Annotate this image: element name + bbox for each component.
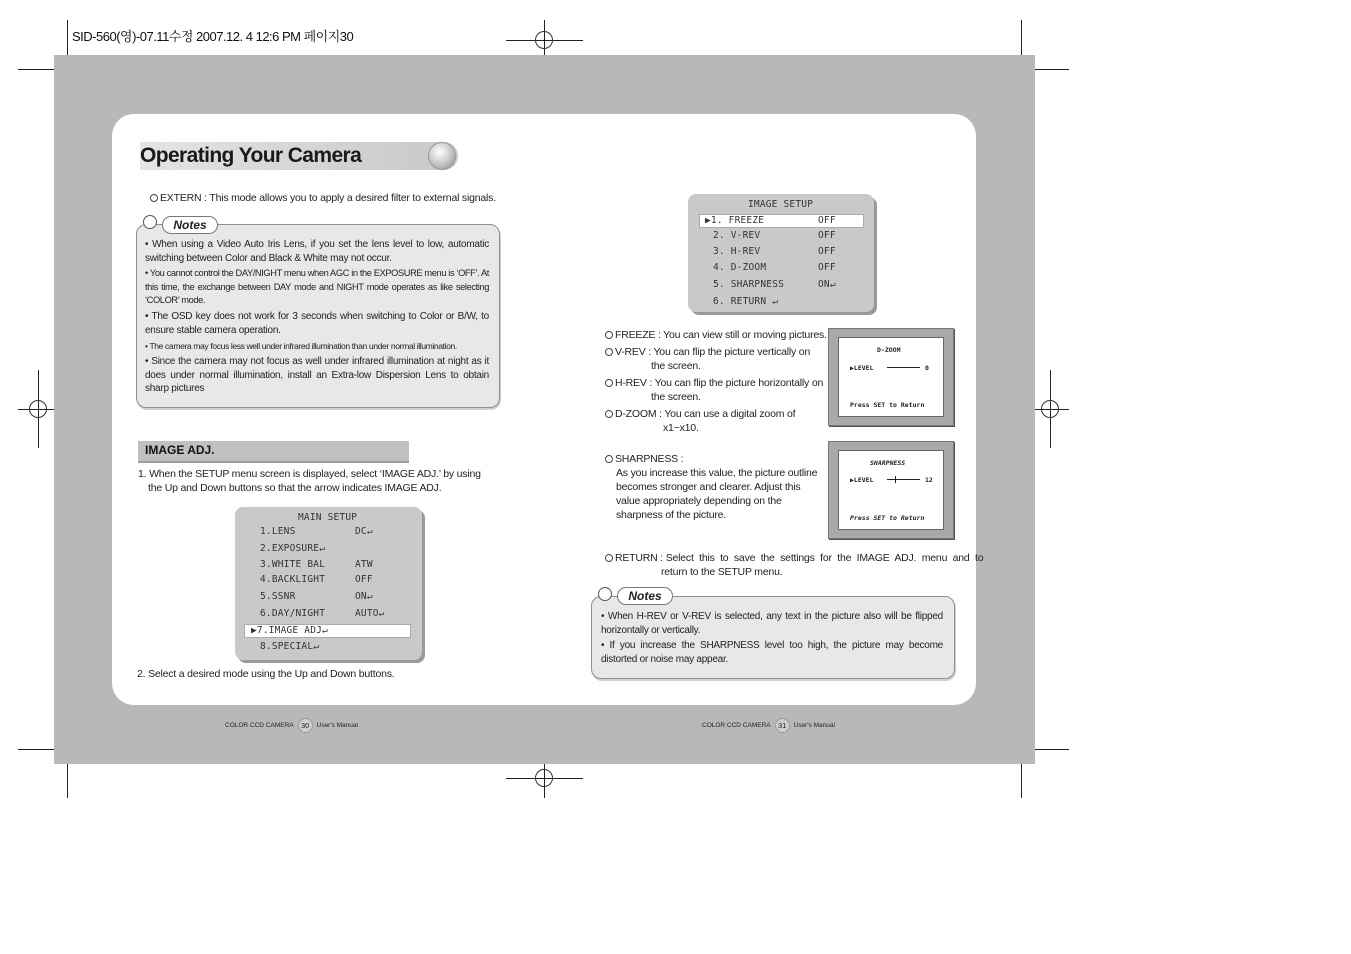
osd-item: 4.BACKLIGHT: [260, 574, 326, 585]
page-number: 30: [298, 718, 313, 733]
note-item: • The OSD key does not work for 3 seconds when switching to Color or B/W, to ensure stable camera operation.: [145, 311, 489, 336]
osd-item: 3.WHITE BAL: [260, 559, 326, 570]
osd-value: OFF: [818, 246, 836, 257]
hrev-text: [605, 376, 823, 390]
footer-left: [225, 718, 358, 733]
osd-value: AUTO↵: [355, 608, 385, 619]
notes-box-right: [591, 596, 955, 679]
osd-value: OFF: [355, 574, 373, 585]
freeze-text: [605, 328, 827, 342]
dzoom-description: D-ZOOM : You can use a digital zoom of: [615, 408, 796, 420]
bullet-icon: [150, 194, 158, 202]
monitor-level-label: ▶LEVEL: [850, 476, 874, 484]
osd-item: 6. RETURN ↵: [713, 296, 779, 307]
section-title: IMAGE ADJ.: [145, 443, 215, 457]
monitor-screen: [838, 450, 944, 530]
note-item: • Since the camera may not focus as well under infrared illumination at night as it does under normal illumination, install an Extra-low Dispersion Lens to obtain sharp pictures: [145, 356, 489, 394]
page-title: Operating Your Camera: [140, 144, 362, 167]
osd-item: 3. H-REV: [713, 246, 761, 257]
title-ball-icon: [428, 142, 456, 170]
bullet-icon: [605, 379, 613, 387]
osd-value: OFF: [818, 215, 836, 226]
dzoom-monitor: [828, 328, 954, 426]
notes-label-right: Notes: [617, 587, 673, 605]
footer-prefix: COLOR CCD CAMERA: [702, 722, 771, 730]
osd-item: 6.DAY/NIGHT: [260, 608, 326, 619]
step-1-text: 1. When the SETUP menu screen is displayed, select ‘IMAGE ADJ.’ by using the Up and Down buttons so that the arrow indicates IMAGE ADJ.: [138, 468, 481, 494]
osd-item-selected: ▶7.IMAGE ADJ↵: [251, 625, 328, 636]
monitor-title: SHARPNESS: [870, 459, 906, 467]
sharpness-monitor: [828, 441, 954, 539]
footer-right: [702, 718, 835, 733]
notes-icon: [598, 587, 612, 601]
monitor-level-value: 12: [925, 476, 933, 484]
osd-item: 2. V-REV: [713, 230, 761, 241]
print-header: SID-560(영)-07.11수정 2007.12. 4 12:6 PM 페이지30: [72, 29, 354, 44]
bullet-icon: [605, 331, 613, 339]
note-item: • If you increase the SHARPNESS level too high, the picture may become distorted or noise may appear.: [601, 640, 943, 665]
main-setup-osd: [235, 507, 422, 660]
sharpness-body: As you increase this value, the picture outline becomes stronger and clearer. Adjust this value appropriately depending on the sharpness of the picture.: [616, 467, 818, 521]
bullet-icon: [605, 554, 613, 562]
footer-prefix: COLOR CCD CAMERA: [225, 722, 294, 730]
hrev-description: H-REV : You can flip the picture horizontally on: [615, 377, 824, 389]
bullet-icon: [605, 455, 613, 463]
monitor-footer: Press SET to Return: [850, 514, 925, 522]
osd-item: 5. SHARPNESS: [713, 279, 785, 290]
osd-title: IMAGE SETUP: [748, 199, 814, 210]
footer-suffix: User's Manual: [316, 722, 358, 730]
bullet-icon: [605, 348, 613, 356]
notes-icon: [143, 215, 157, 229]
osd-value: OFF: [818, 262, 836, 273]
osd-value: ON↵: [355, 591, 373, 602]
osd-value: ON↵: [818, 279, 836, 290]
monitor-screen: [838, 337, 944, 417]
osd-item: 2.EXPOSURE↵: [260, 543, 326, 554]
image-setup-osd: [688, 194, 874, 312]
level-bar: [887, 479, 920, 480]
sharpness-heading: [605, 452, 683, 466]
osd-item: 4. D-ZOOM: [713, 262, 767, 273]
bullet-icon: [605, 410, 613, 418]
return-text-cont: return to the SETUP menu.: [661, 566, 783, 578]
monitor-title: D-ZOOM: [877, 346, 901, 354]
monitor-level-label: ▶LEVEL: [850, 364, 874, 372]
level-bar: [887, 367, 920, 368]
osd-value: DC↵: [355, 526, 373, 537]
hrev-text-cont: the screen.: [651, 391, 701, 403]
monitor-footer: Press SET to Return: [850, 401, 925, 409]
osd-item: 1.LENS: [260, 526, 296, 537]
dzoom-text: [605, 407, 795, 421]
note-item: • When H-REV or V-REV is selected, any text in the picture also will be flipped horizontally or vertically.: [601, 611, 943, 636]
note-item: • When using a Video Auto Iris Lens, if you set the lens level to low, automatic switching between Color and Black & White may not occur.: [145, 239, 489, 264]
note-item: • You cannot control the DAY/NIGHT menu when AGC in the EXPOSURE menu is ‘OFF’. At this time, the exchange between DAY mode and NIGHT mode operates as like selecting ‘COLOR’ mode.: [145, 268, 489, 305]
vrev-text: [605, 345, 810, 359]
osd-item: 8.SPECIAL↵: [260, 641, 320, 652]
return-text: [605, 551, 984, 565]
vrev-text-cont: the screen.: [651, 360, 701, 372]
note-item: • The camera may focus less well under infrared illumination than under normal illumination.: [145, 341, 457, 351]
footer-suffix: User's Manual: [793, 722, 835, 730]
osd-item-selected: ▶1. FREEZE: [705, 215, 765, 226]
page-title-bar: [140, 142, 458, 170]
step-2-text: 2. Select a desired mode using the Up and Down buttons.: [137, 668, 395, 680]
dzoom-text-cont: x1~x10.: [663, 422, 699, 434]
sharpness-label: SHARPNESS :: [615, 453, 684, 465]
section-header: [138, 441, 409, 463]
extern-description: EXTERN : This mode allows you to apply a desired filter to external signals.: [160, 192, 496, 204]
osd-title: MAIN SETUP: [298, 512, 358, 523]
return-description: RETURN : Select this to save the settings for the IMAGE ADJ. menu and to: [615, 552, 984, 564]
freeze-description: FREEZE : You can view still or moving pictures.: [615, 329, 827, 341]
page-number: 31: [775, 718, 790, 733]
level-marker: [895, 476, 896, 483]
osd-value: OFF: [818, 230, 836, 241]
notes-label-left: Notes: [162, 216, 218, 234]
vrev-description: V-REV : You can flip the picture vertically on: [615, 346, 811, 358]
extern-text: [150, 191, 496, 205]
osd-item: 5.SSNR: [260, 591, 296, 602]
osd-value: ATW: [355, 559, 373, 570]
monitor-level-value: 0: [925, 364, 929, 372]
